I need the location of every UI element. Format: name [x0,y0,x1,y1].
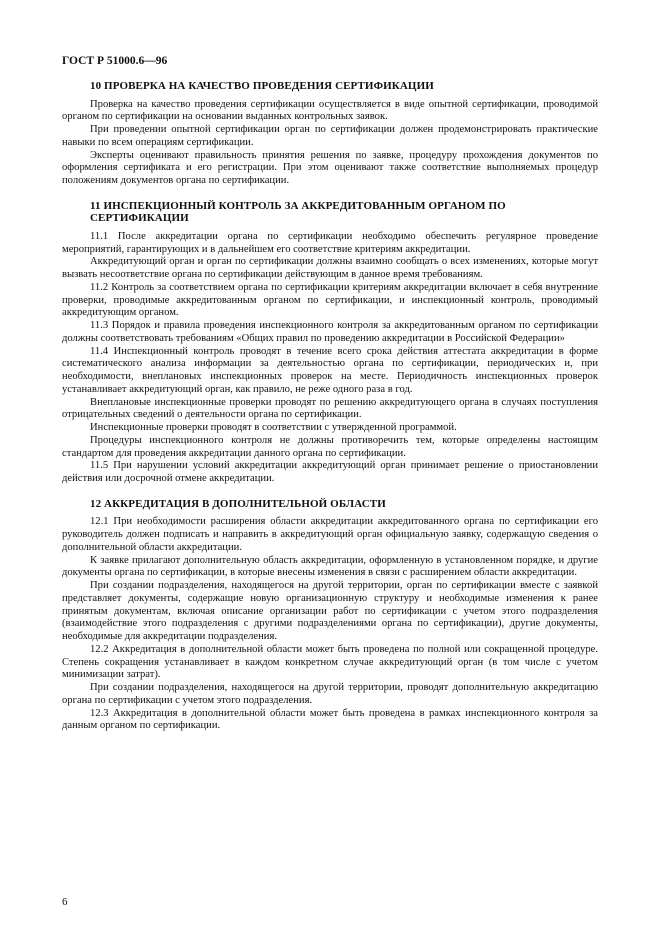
paragraph: 12.3 Аккредитация в дополнительной области может быть проведена в рамках инспекционного контроля за данным органом по сертификации. [62,707,598,732]
page-number: 6 [62,896,68,908]
paragraph: При создании подразделения, находящегося на другой территории, орган по сертификации вместе с заявкой представляет документы, содержащие новую организационную структуру и необходимые изменения к ранее принятым документам, включая описание организации работ по сертификации с учетом этого подразделения (взаимодействие этого подразделения с другими подразделениями органа по сертификации), другие документы, необходимые для аккредитации подразделения. [62,580,598,642]
paragraph: Внеплановые инспекционные проверки проводят по решению аккредитующего органа в случаях поступления отрицательных сведений о деятельности органа по сертификации. [62,396,598,421]
section-12 [62,498,598,733]
section-title: 10 ПРОВЕРКА НА КАЧЕСТВО ПРОВЕДЕНИЯ СЕРТИФИКАЦИИ [90,80,434,92]
paragraph: 11.2 Контроль за соответствием органа по сертификации критериям аккредитации включает в себя внутренние проверки, проводимые аккредитованным органом по сертификации, и инспекционный контроль, проводимый аккредитующим органом. [62,281,598,319]
paragraph: Проверка на качество проведения сертификации осуществляется в виде опытной сертификации, проводимой органом по сертификации на основании выданных контрольных заявок. [62,98,598,123]
section-title: 12 АККРЕДИТАЦИЯ В ДОПОЛНИТЕЛЬНОЙ ОБЛАСТИ [90,497,386,510]
paragraph: 11.3 Порядок и правила проведения инспекционного контроля за аккредитованным органом по сертификации должны соответствовать требованиям «Общих правил по проведению аккредитации в Российской Федерации» [62,320,598,344]
paragraph: 11.4 Инспекционный контроль проводят в течение всего срока действия аттестата аккредитации в форме систематического анализа информации за деятельностью органа по сертификации, периодических и, при необходимости, внеплановых инспекционных проверок на месте. Периодичность инспекционных проверок устанавливает аккредитующий орган, как правило, не реже одного раза в год. [62,345,598,395]
paragraph: 12.1 При необходимости расширения области аккредитации аккредитованного органа по сертификации его руководитель должен подписать и направить в аккредитующий орган официальную заявку, содержащую сведения о дополнительной области аккредитации. [62,516,598,553]
document-page [62,54,598,745]
section-11 [62,200,598,486]
paragraph: 12.2 Аккредитация в дополнительной области может быть проведена по полной или сокращенной процедуре. Степень сокращения устанавливает в каждом конкретном случае аккредитующий орган (в том числе с учетом минимизации затрат). [62,643,598,681]
paragraph: К заявке прилагают дополнительную область аккредитации, оформленную в установленном порядке, и другие документы органа по сертификации, в которые внесены изменения в связи с расширением области аккредитации. [62,554,598,579]
section-title: 11 ИНСПЕКЦИОННЫЙ КОНТРОЛЬ ЗА АККРЕДИТОВАННЫМ ОРГАНОМ ПО СЕРТИФИКАЦИИ [90,199,506,225]
paragraph: 11.1 После аккредитации органа по сертификации необходимо обеспечить регулярное проведение мероприятий, гарантирующих и в дальнейшем его соответствие критериям аккредитации. [62,230,598,255]
paragraph: Эксперты оценивают правильность принятия решения по заявке, процедуру прохождения документов по оформления сертификата и его регистрации. При этом оценивают также соответствие выполняемых процедур положениям документов органа по сертификации. [62,149,598,186]
standard-code-header: ГОСТ Р 51000.6—96 [62,55,168,67]
paragraph: При проведении опытной сертификации орган по сертификации должен продемонстрировать практические навыки по всем операциям сертификации. [62,124,598,148]
section-10 [62,80,598,188]
paragraph: 11.5 При нарушении условий аккредитации аккредитующий орган принимает решение о приостановлении действия или досрочной отмене аккредитации. [62,460,598,484]
paragraph: Инспекционные проверки проводят в соответствии с утвержденной программой. [90,422,457,433]
paragraph: Процедуры инспекционного контроля не должны противоречить тем, которые определены настоящим стандартом для проведения аккредитации данного органа по сертификации. [62,434,598,459]
paragraph: Аккредитующий орган и орган по сертификации должны взаимно сообщать о всех изменениях, которые могут вызвать несоответствие органа по сертификации действующим в данное время требованиям. [62,256,598,280]
paragraph: При создании подразделения, находящегося на другой территории, проводят дополнительную аккредитацию органа по сертификации с учетом этого подразделения. [62,682,598,706]
